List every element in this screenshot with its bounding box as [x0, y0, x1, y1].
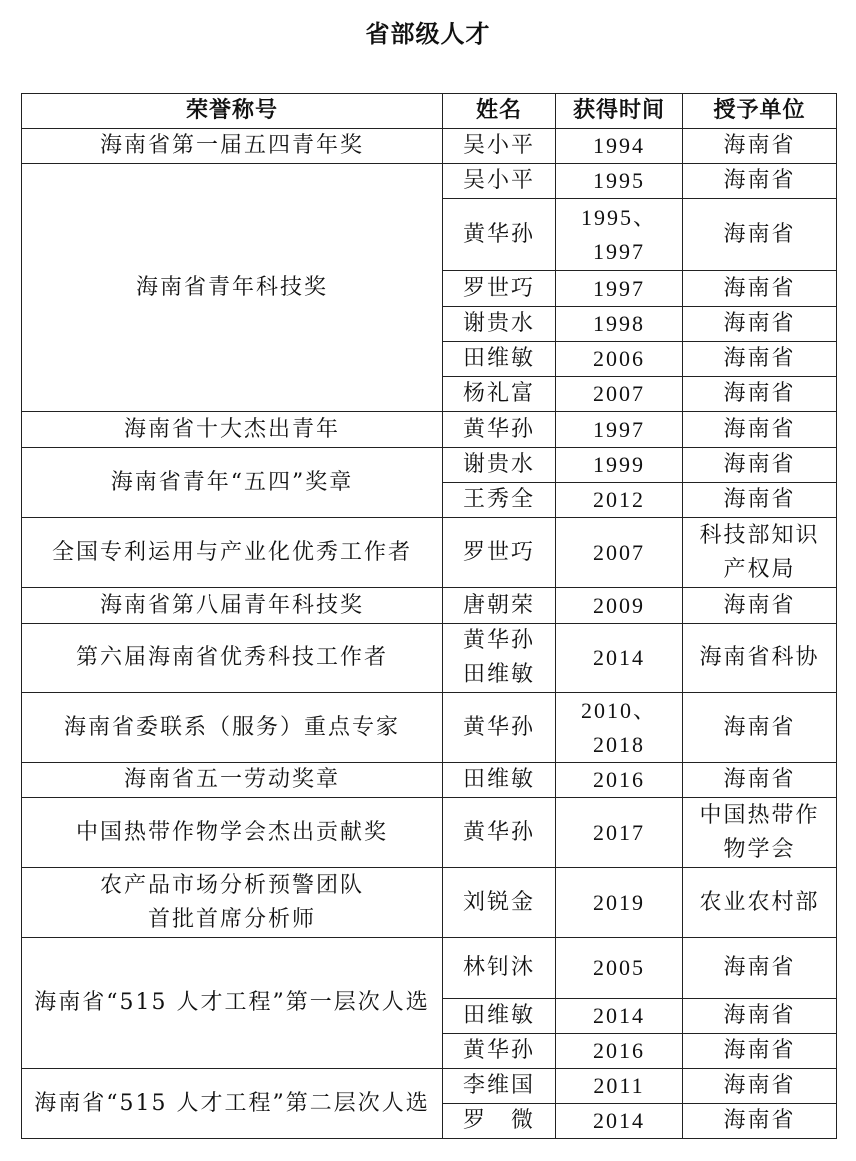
cell-line: 2016	[593, 767, 645, 792]
cell-line: 海南省	[723, 767, 796, 792]
cell-line: 农产品市场分析预警团队	[99, 872, 364, 898]
honor-cell	[22, 164, 443, 412]
cell-line: 2017	[593, 819, 645, 845]
time-cell	[556, 588, 683, 624]
cell-line: 海南省	[723, 487, 796, 512]
cell-line: 谢贵水	[462, 452, 535, 477]
time-cell	[556, 624, 683, 693]
cell-line: 黄华孙	[462, 416, 535, 442]
table-row	[22, 868, 837, 938]
cell-line: 海南省	[723, 714, 796, 740]
cell-line: 杨礼富	[462, 381, 535, 406]
table-row	[22, 448, 837, 483]
cell-line: 刘锐金	[462, 889, 535, 915]
cell-line: 海南省	[723, 416, 796, 442]
table-row	[22, 624, 837, 693]
cell-line: 1999	[593, 452, 645, 477]
time-cell	[556, 377, 683, 412]
cell-line: 1997	[593, 416, 645, 442]
cell-line: 海南省	[723, 346, 796, 371]
cell-line: 2007	[593, 381, 645, 406]
time-cell	[556, 798, 683, 868]
name-cell	[443, 868, 556, 938]
cell-line: 2014	[593, 1108, 645, 1133]
cell-line: 1997	[593, 238, 645, 264]
cell-line: 田维敏	[462, 662, 535, 687]
cell-line: 2014	[593, 1003, 645, 1028]
cell-line: 田维敏	[462, 1003, 535, 1028]
unit-cell	[683, 483, 837, 518]
name-cell	[443, 1034, 556, 1069]
cell-line: 2007	[593, 539, 645, 565]
cell-line: 全国专利运用与产业化优秀工作者	[51, 539, 412, 565]
unit-cell	[683, 798, 837, 868]
cell-line: 海南省第一届五四青年奖	[99, 133, 364, 158]
cell-line: 罗世巧	[462, 275, 535, 301]
cell-line: 2016	[593, 1038, 645, 1063]
unit-cell	[683, 164, 837, 199]
time-cell	[556, 271, 683, 307]
cell-line: 2018	[593, 731, 645, 757]
name-cell	[443, 164, 556, 199]
cell-line: 2012	[593, 487, 645, 512]
time-cell	[556, 763, 683, 798]
name-cell	[443, 518, 556, 588]
cell-line: 1995	[593, 168, 645, 193]
table-row	[22, 938, 837, 999]
unit-cell	[683, 763, 837, 798]
name-cell	[443, 938, 556, 999]
honor-cell	[22, 588, 443, 624]
time-cell	[556, 307, 683, 342]
cell-line: 谢贵水	[462, 311, 535, 336]
time-cell	[556, 412, 683, 448]
page-title: 省部级人才	[365, 20, 491, 48]
cell-line: 首批首席分析师	[147, 906, 316, 932]
header-honor: 荣誉称号	[22, 94, 443, 129]
unit-cell	[683, 412, 837, 448]
honor-cell	[22, 412, 443, 448]
time-cell	[556, 693, 683, 763]
header-time: 获得时间	[556, 94, 683, 129]
name-cell	[443, 588, 556, 624]
cell-line: 海南省	[723, 221, 796, 247]
time-cell	[556, 483, 683, 518]
honor-cell	[22, 624, 443, 693]
cell-line: 海南省	[723, 592, 796, 618]
cell-line: 林钊沐	[462, 955, 535, 980]
unit-cell	[683, 342, 837, 377]
unit-cell	[683, 1069, 837, 1104]
cell-line: 物学会	[723, 836, 796, 862]
cell-line: 黄华孙	[462, 221, 535, 247]
name-cell	[443, 693, 556, 763]
unit-cell	[683, 588, 837, 624]
unit-cell	[683, 199, 837, 271]
cell-line: 吴小平	[462, 133, 535, 158]
honor-cell	[22, 868, 443, 938]
cell-line: 吴小平	[462, 168, 535, 193]
cell-line: 田维敏	[462, 767, 535, 792]
cell-line: 海南省委联系（服务）重点专家	[63, 714, 400, 740]
cell-line: 海南省	[723, 452, 796, 477]
cell-line: 海南省五一劳动奖章	[123, 767, 340, 792]
cell-line: 王秀全	[462, 487, 535, 512]
cell-line: 海南省十大杰出青年	[123, 416, 340, 442]
cell-line: 海南省	[723, 1003, 796, 1028]
cell-line: 产权局	[723, 556, 796, 582]
unit-cell	[683, 129, 837, 164]
time-cell	[556, 518, 683, 588]
honor-cell	[22, 1069, 443, 1139]
name-cell	[443, 624, 556, 693]
table-row	[22, 763, 837, 798]
table-row	[22, 1069, 837, 1104]
cell-line: 农业农村部	[699, 889, 820, 915]
table-row	[22, 129, 837, 164]
unit-cell	[683, 1034, 837, 1069]
table-row	[22, 693, 837, 763]
cell-line: 2019	[593, 889, 645, 915]
time-cell	[556, 1069, 683, 1104]
time-cell	[556, 868, 683, 938]
time-cell	[556, 1104, 683, 1139]
name-cell	[443, 798, 556, 868]
unit-cell	[683, 377, 837, 412]
unit-cell	[683, 999, 837, 1034]
cell-line: 海南省	[723, 955, 796, 980]
cell-line: 海南省	[723, 1073, 796, 1098]
time-cell	[556, 938, 683, 999]
table-body	[22, 129, 837, 1139]
cell-line: 黄华孙	[462, 714, 535, 740]
cell-line: 黄华孙	[462, 628, 535, 653]
unit-cell	[683, 448, 837, 483]
name-cell	[443, 271, 556, 307]
cell-line: 罗 微	[462, 1108, 535, 1133]
cell-line: 1997	[593, 275, 645, 301]
cell-line: 1995、	[580, 204, 657, 230]
cell-line: 海南省	[723, 1108, 796, 1133]
unit-cell	[683, 624, 837, 693]
cell-line: 2006	[593, 346, 645, 371]
unit-cell	[683, 868, 837, 938]
cell-line: 科技部知识	[699, 522, 820, 548]
honor-cell	[22, 129, 443, 164]
unit-cell	[683, 271, 837, 307]
cell-line: 罗世巧	[462, 539, 535, 565]
cell-line: 李维国	[462, 1073, 535, 1098]
time-cell	[556, 129, 683, 164]
cell-line: 唐朝荣	[462, 592, 535, 618]
cell-line: 黄华孙	[462, 1038, 535, 1063]
name-cell	[443, 377, 556, 412]
cell-line: 海南省第八届青年科技奖	[99, 592, 364, 618]
honor-cell	[22, 763, 443, 798]
time-cell	[556, 342, 683, 377]
name-cell	[443, 199, 556, 271]
cell-line: 黄华孙	[462, 819, 535, 845]
cell-line: 第六届海南省优秀科技工作者	[75, 645, 388, 670]
table-row	[22, 798, 837, 868]
cell-line: 海南省	[723, 133, 796, 158]
cell-line: 海南省	[723, 311, 796, 336]
cell-line: 2009	[593, 592, 645, 618]
name-cell	[443, 1069, 556, 1104]
table-row	[22, 518, 837, 588]
name-cell	[443, 307, 556, 342]
name-cell	[443, 1104, 556, 1139]
header-unit: 授予单位	[683, 94, 837, 129]
name-cell	[443, 483, 556, 518]
time-cell	[556, 999, 683, 1034]
cell-line: 海南省“515 人才工程”第二层次人选	[34, 1090, 430, 1116]
cell-line: 海南省	[723, 275, 796, 301]
table-row	[22, 588, 837, 624]
cell-line: 2005	[593, 955, 645, 980]
cell-line: 海南省青年科技奖	[135, 274, 328, 300]
honor-cell	[22, 693, 443, 763]
honor-cell	[22, 938, 443, 1069]
unit-cell	[683, 693, 837, 763]
cell-line: 2010、	[580, 697, 657, 723]
unit-cell	[683, 938, 837, 999]
name-cell	[443, 999, 556, 1034]
cell-line: 海南省	[723, 381, 796, 406]
unit-cell	[683, 518, 837, 588]
name-cell	[443, 342, 556, 377]
time-cell	[556, 199, 683, 271]
honor-cell	[22, 798, 443, 868]
cell-line: 中国热带作	[699, 802, 820, 828]
name-cell	[443, 412, 556, 448]
cell-line: 海南省青年“五四”奖章	[110, 469, 354, 495]
honor-cell	[22, 448, 443, 518]
name-cell	[443, 129, 556, 164]
cell-line: 1998	[593, 311, 645, 336]
cell-line: 海南省	[723, 1038, 796, 1063]
honor-cell	[22, 518, 443, 588]
cell-line: 2014	[593, 645, 645, 670]
header-name: 姓名	[443, 94, 556, 129]
cell-line: 海南省“515 人才工程”第一层次人选	[34, 990, 430, 1015]
name-cell	[443, 448, 556, 483]
time-cell	[556, 164, 683, 199]
cell-line: 田维敏	[462, 346, 535, 371]
table-row	[22, 412, 837, 448]
table-header-row	[22, 94, 837, 129]
cell-line: 海南省科协	[699, 645, 820, 670]
name-cell	[443, 763, 556, 798]
unit-cell	[683, 1104, 837, 1139]
unit-cell	[683, 307, 837, 342]
cell-line: 1994	[593, 133, 645, 158]
cell-line: 2011	[593, 1073, 645, 1098]
time-cell	[556, 1034, 683, 1069]
cell-line: 中国热带作物学会杰出贡献奖	[75, 819, 388, 845]
cell-line: 海南省	[723, 168, 796, 193]
honors-table	[21, 93, 837, 1139]
table-row	[22, 164, 837, 199]
time-cell	[556, 448, 683, 483]
